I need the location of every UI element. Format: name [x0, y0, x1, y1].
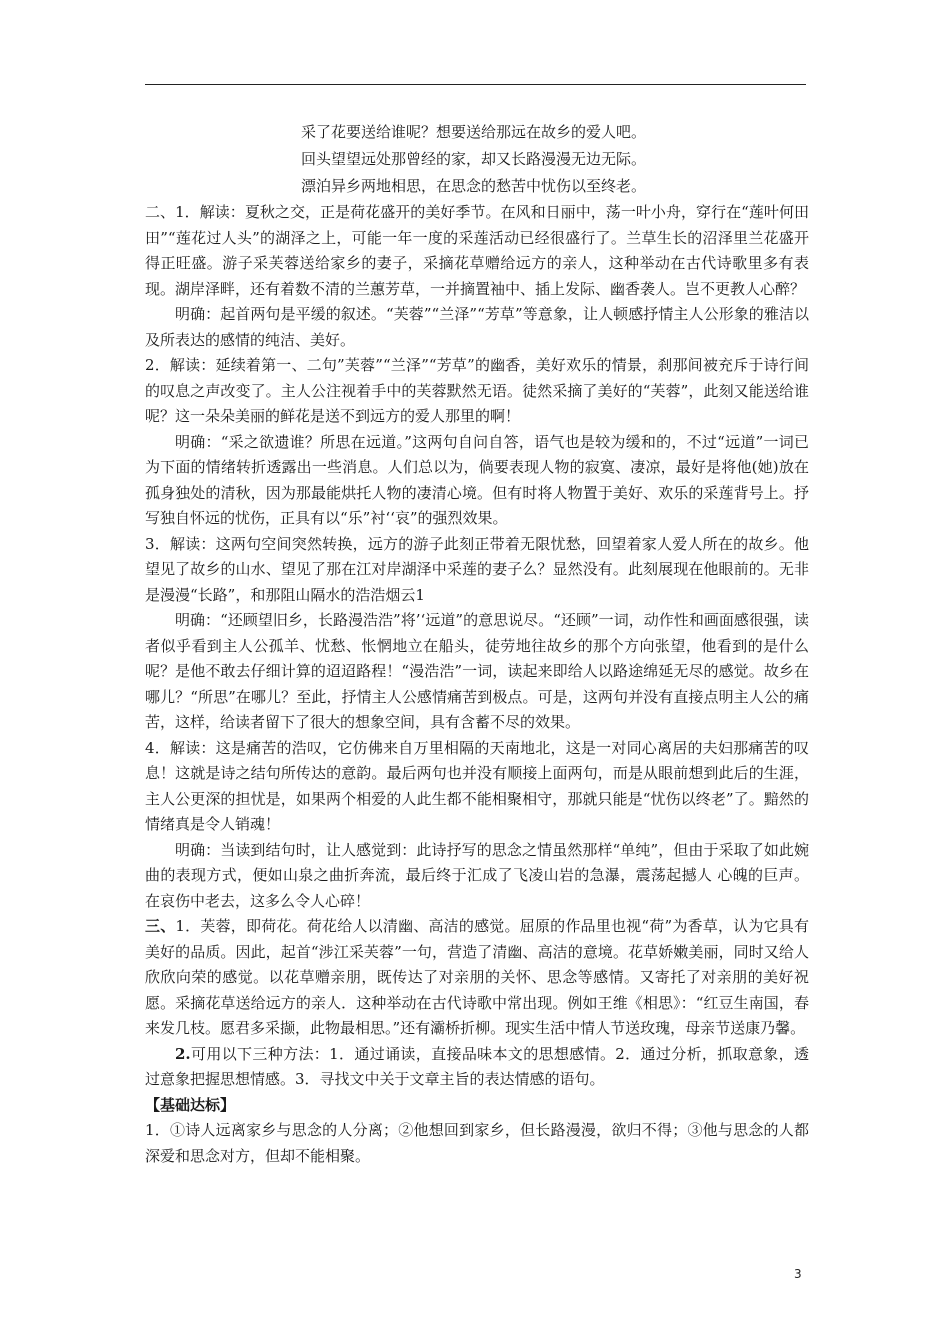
page-number: 3: [794, 1267, 802, 1281]
section2-para-6: 明确：“还顾望旧乡，长路漫浩浩”将’‘远道”的意思说尽。“还顾”一词，动作性和画面感很强，读者似乎看到主人公孤羊、忧愁、怅惘地立在船头，徒劳地往故乡的那个方向张望，他看到的是什么呢？是他不敢去仔细计算的迢迢路程！“漫浩浩”一词，读起来即给人以路途绵延无尽的感觉。故乡在哪儿？“所思”在哪儿？至此，抒情主人公感情痛苦到极点。可是，这两句并没有直接点明主人公的痛苦，这样，给读者留下了很大的想象空间，具有含蓄不尽的效果。: [145, 611, 809, 731]
section3-para-1: [145, 914, 809, 1042]
header-rule: [145, 84, 806, 85]
jichu-para-1: 1．①诗人远离家乡与思念的人分离；②他想回到家乡，但长路漫漫，欲归不得；③他与思念的人都深爱和思念对方，但却不能相聚。: [145, 1121, 809, 1165]
section3-para-2: [145, 1042, 809, 1093]
section2-para-7: 4．解读：这是痛苦的浩叹，它仿佛来自万里相隔的天南地北，这是一对同心离居的夫妇那痛苦的叹息！这就是诗之结句所传达的意韵。最后两句也并没有顺接上面两句，而是从眼前想到此后的生涯，主人公更深的担忧是，如果两个相爱的人此生都不能相聚相守，那就只能是“忧伤以终老”了。黯然的情绪真是令人销魂！: [145, 738, 809, 833]
poem-line: 回头望望远处那曾经的家，却又长路漫漫无边无际。: [301, 150, 647, 168]
poem-translation: [145, 119, 809, 200]
section3-label: 三、: [145, 917, 176, 935]
section2-para-3: 2．解读：延续着第一、二句”芙蓉”“兰泽”“芳草”的幽香，美好欢乐的情景，刹那间被充斥于诗行间的叹息之声改变了。主人公注视着手中的芙蓉默然无语。徒然采摘了美好的“芙蓉”，此刻又能送给谁呢？这一朵朵美丽的鲜花是送不到远方的爱人那里的啊！: [145, 356, 809, 425]
poem-line: 采了花要送给谁呢？想要送给那远在故乡的爱人吧。: [301, 123, 647, 141]
section2-para-4: 明确：“采之欲遗谁？所思在远道。”这两句自问自答，语气也是较为缓和的，不过“远道”一词已为下面的情绪转折透露出一些消息。人们总以为，倘要表现人物的寂寞、凄凉，最好是将他(她)放在孤身独处的清秋，因为那最能烘托人物的凄清心境。但有时将人物置于美好、欢乐的采莲背号上。抒写独自怀远的忧伤，正具有以“乐”衬‘‘哀”的强烈效果。: [145, 432, 809, 527]
section3-para-2-number: 2.: [175, 1044, 191, 1063]
poem-line: 漂泊异乡两地相思，在思念的愁苦中忧伤以至终老。: [301, 177, 647, 195]
section3-para-1-text: 1．芙蓉，即荷花。荷花给人以清幽、高洁的感觉。屈原的作品里也视“荷”为香草，认为它具有美好的品质。因此，起首“涉江采芙蓉”一句，营造了清幽、高洁的意境。花草娇嫩美丽，同时又给人欣欣向荣的感觉。以花草赠亲朋，既传达了对亲朋的关怀、思念等感情。又寄托了对亲朋的美好祝愿。采摘花草送给远方的亲人．这种举动在古代诗歌中常出现。例如王维《相思》：“红豆生南国，春来发几枝。愿君多采撷，此物最相思。”还有灞桥折柳。现实生活中情人节送玫瑰，母亲节送康乃馨。: [145, 917, 809, 1037]
section2-para-2: 明确：起首两句是平缓的叙述。“芙蓉”“兰泽”“芳草”等意象，让人顿感抒情主人公形象的雅洁以及所表达的感情的纯洁、美好。: [145, 305, 809, 349]
section3-para-2-text: 可用以下三种方法：1．通过诵读，直接品味本文的思想感情。2．通过分析，抓取意象，透过意象把握思想情感。3．寻找文中关于文章主旨的表达情感的语句。: [145, 1044, 809, 1088]
section2-para-5: 3．解读：这两句空间突然转换，远方的游子此刻正带着无限忧愁，回望着家人爱人所在的故乡。他望见了故乡的山水、望见了那在江对岸湖泽中采莲的妻子么？显然没有。此刻展现在他眼前的。无非是漫漫“长路”，和那阻山隔水的浩浩烟云1: [145, 534, 809, 604]
section2-para-1: 二、1．解读：夏秋之交，正是荷花盛开的美好季节。在风和日丽中，荡一叶小舟，穿行在“莲叶何田田”“莲花过人头”的湖泽之上，可能一年一度的采莲活动已经很盛行了。兰草生长的沼泽里兰花盛开得正旺盛。游子采芙蓉送给家乡的妻子，采摘花草赠给远方的亲人，这种举动在古代诗歌里多有表现。湖岸泽畔，还有着数不清的兰蕙芳草，一并摘置袖中、插上发际、幽香袭人。岂不更教人心醉？: [145, 203, 809, 298]
jichu-heading: 【基础达标】: [145, 1095, 236, 1114]
page-content: [145, 119, 809, 1169]
section2-para-8: 明确：当读到结句时，让人感觉到：此诗抒写的思念之情虽然那样“单纯”，但由于采取了如此婉曲的表现方式，便如山泉之曲折奔流，最后终于汇成了飞凌山岩的急瀑，震荡起撼人 心魄的巨声。在哀伤中老去，这多么令人心碎！: [145, 840, 809, 910]
